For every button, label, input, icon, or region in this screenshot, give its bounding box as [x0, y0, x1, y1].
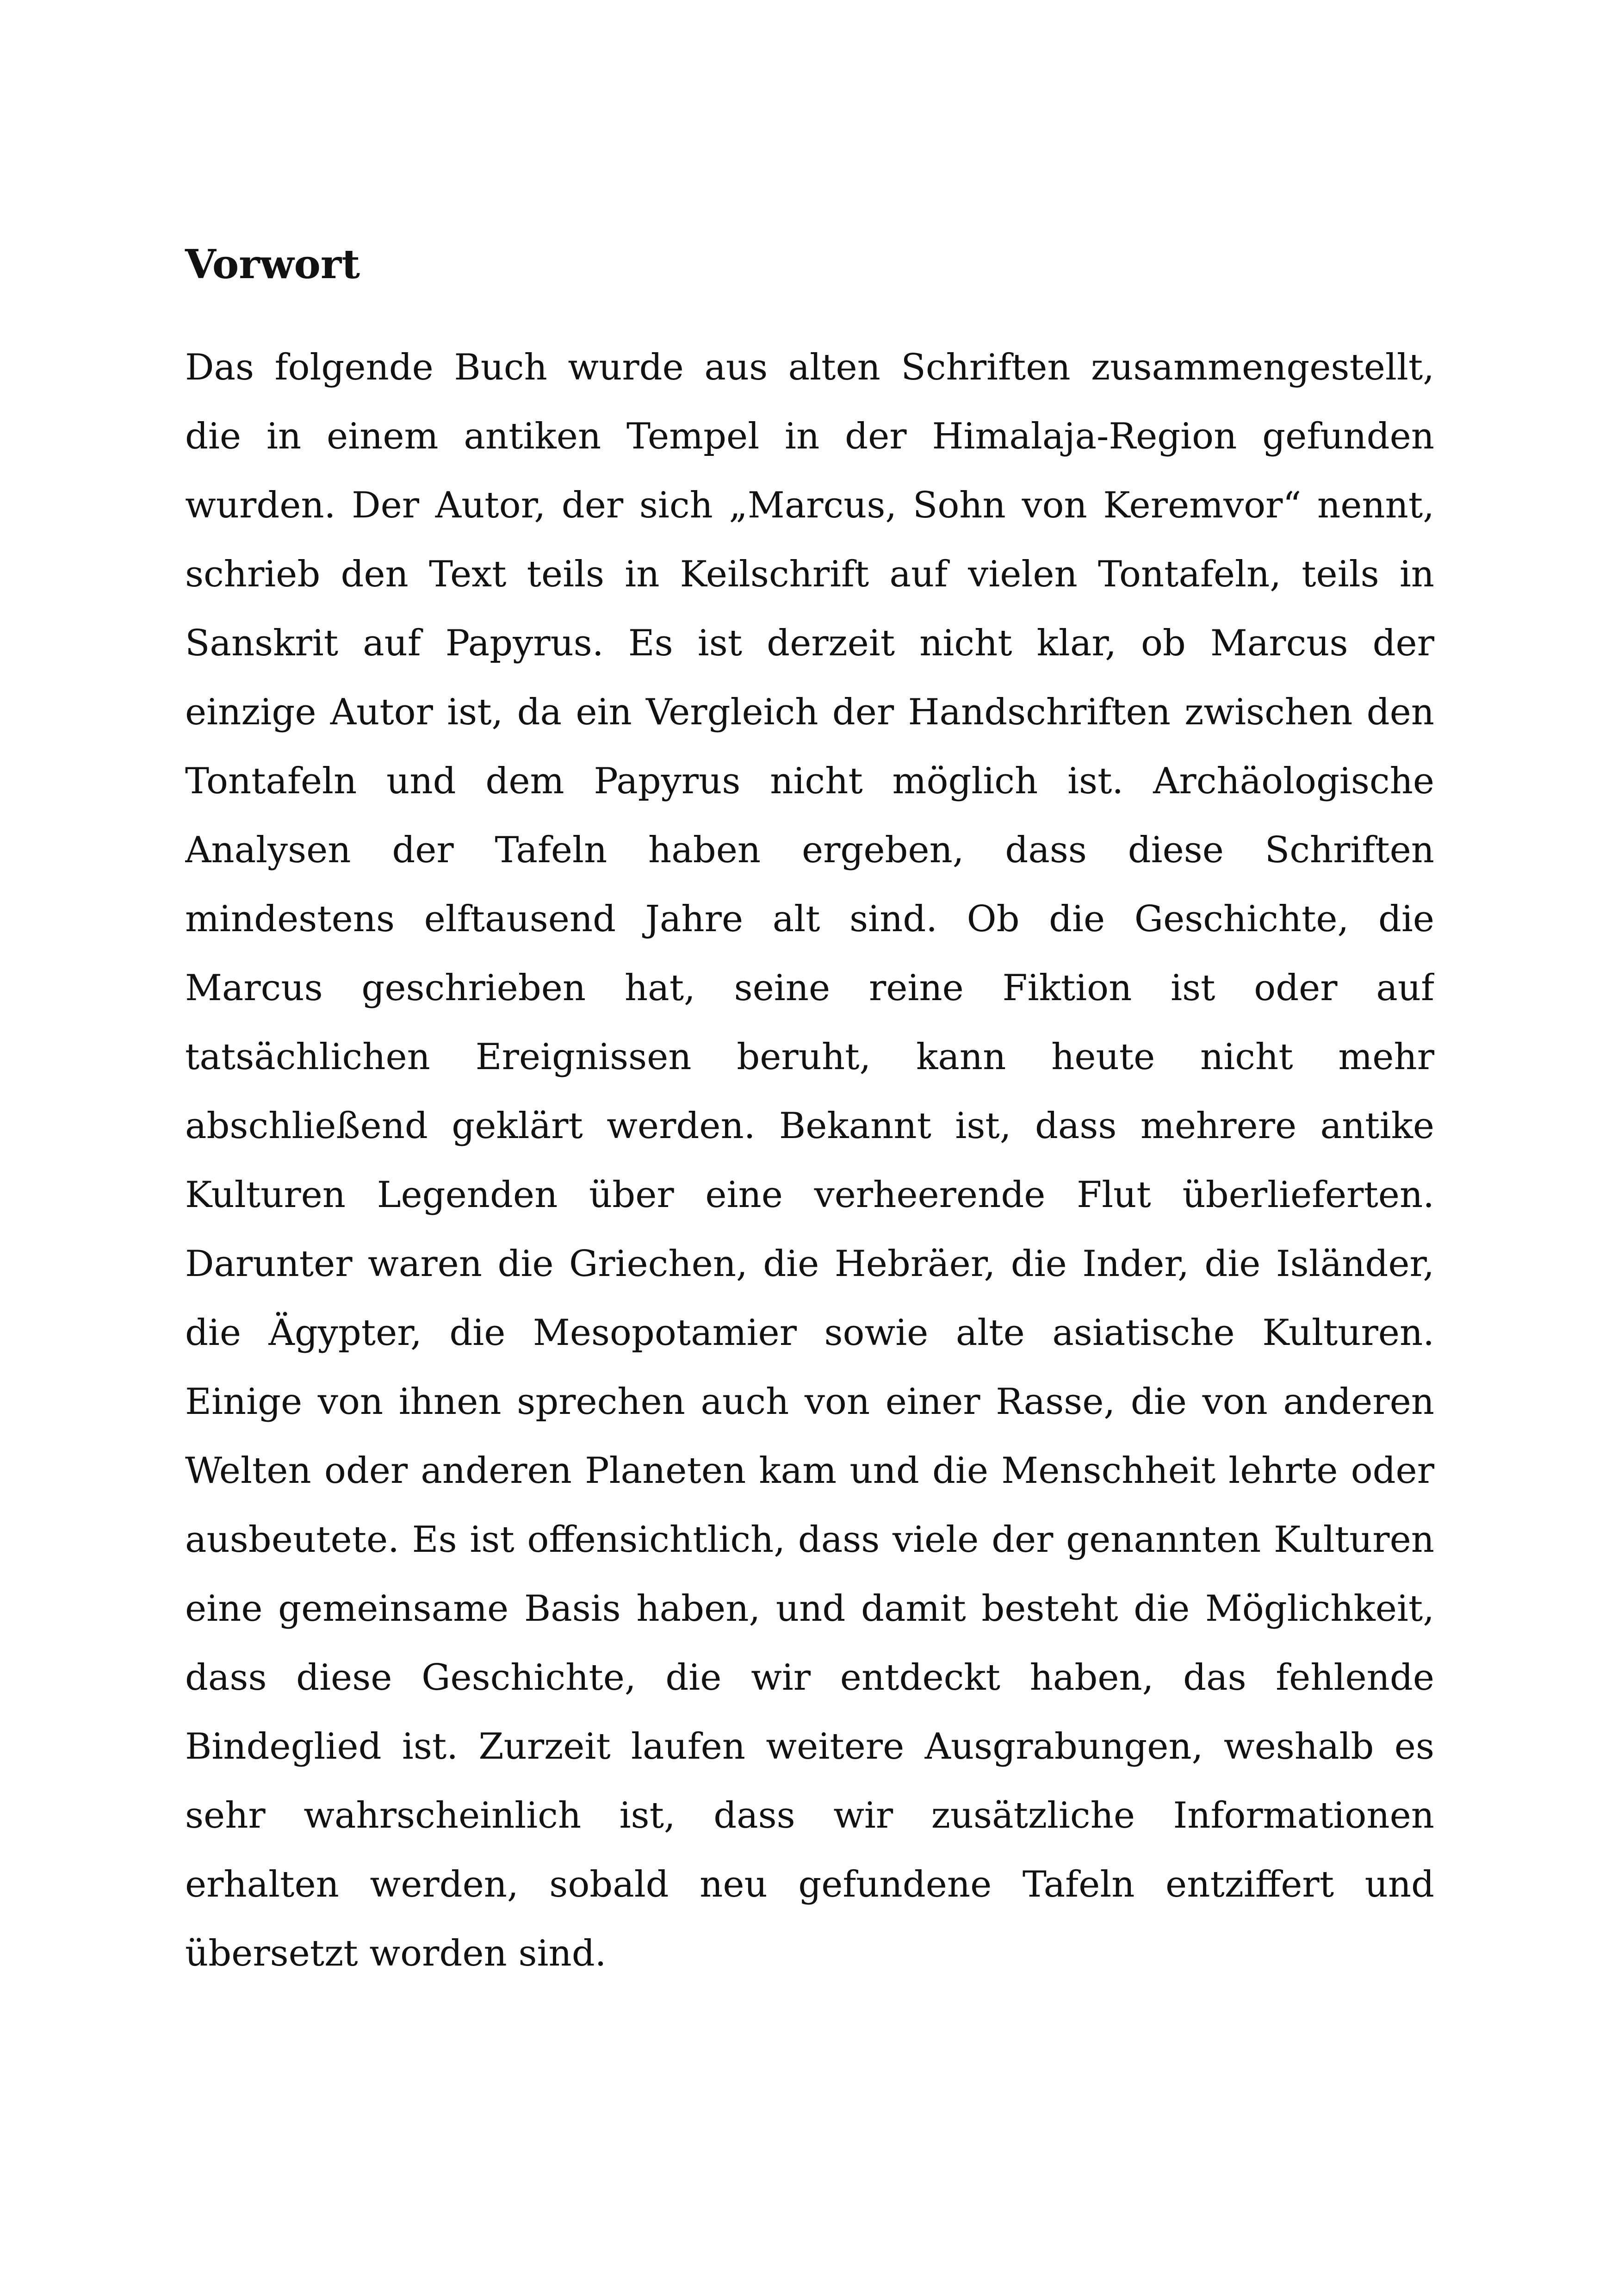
paragraph-line: dass diese Geschichte, die wir entdeckt haben, das fehlende [185, 1657, 1434, 1699]
paragraph-line: tatsächlichen Ereignissen beruht, kann heute nicht mehr [185, 1036, 1434, 1078]
paragraph-line: übersetzt worden sind. [185, 1933, 607, 1974]
paragraph-line: schrieb den Text teils in Keilschrift auf vielen Tontafeln, teils in [185, 554, 1434, 595]
paragraph-line: Einige von ihnen sprechen auch von einer Rasse, die von anderen [185, 1381, 1434, 1423]
paragraph-line: Sanskrit auf Papyrus. Es ist derzeit nicht klar, ob Marcus der [185, 622, 1434, 664]
paragraph-line: die in einem antiken Tempel in der Himalaja-Region gefunden [185, 416, 1434, 457]
paragraph-line: Tontafeln und dem Papyrus nicht möglich ist. Archäologische [185, 760, 1434, 802]
body-paragraph [185, 333, 1434, 1988]
paragraph-line: Kulturen Legenden über eine verheerende Flut überlieferten. [185, 1174, 1434, 1216]
paragraph-line: mindestens elftausend Jahre alt sind. Ob die Geschichte, die [185, 898, 1434, 940]
paragraph-line: Bindeglied ist. Zurzeit laufen weitere Ausgrabungen, weshalb es [185, 1726, 1434, 1767]
paragraph-line: eine gemeinsame Basis haben, und damit besteht die Möglichkeit, [185, 1588, 1434, 1630]
paragraph-line: abschließend geklärt werden. Bekannt ist, dass mehrere antike [185, 1105, 1434, 1147]
paragraph-line: Welten oder anderen Planeten kam und die Menschheit lehrte oder [185, 1450, 1434, 1492]
paragraph-line: ausbeutete. Es ist offensichtlich, dass viele der genannten Kulturen [185, 1519, 1434, 1561]
paragraph-line: Das folgende Buch wurde aus alten Schriften zusammengestellt, [185, 347, 1434, 388]
paragraph-line: sehr wahrscheinlich ist, dass wir zusätzliche Informationen [185, 1795, 1434, 1836]
paragraph-line: Analysen der Tafeln haben ergeben, dass diese Schriften [185, 829, 1434, 871]
paragraph-line: Marcus geschrieben hat, seine reine Fiktion ist oder auf [185, 967, 1434, 1009]
paragraph-line: wurden. Der Autor, der sich „Marcus, Sohn von Keremvor“ nennt, [185, 485, 1434, 526]
paragraph-line: erhalten werden, sobald neu gefundene Tafeln entziffert und [185, 1864, 1434, 1905]
paragraph-line: die Ägypter, die Mesopotamier sowie alte asiatische Kulturen. [185, 1312, 1434, 1354]
paragraph-line: Darunter waren die Griechen, die Hebräer, die Inder, die Isländer, [185, 1243, 1434, 1285]
paragraph-line: einzige Autor ist, da ein Vergleich der Handschriften zwischen den [185, 691, 1434, 733]
page-title: Vorwort [185, 241, 360, 288]
